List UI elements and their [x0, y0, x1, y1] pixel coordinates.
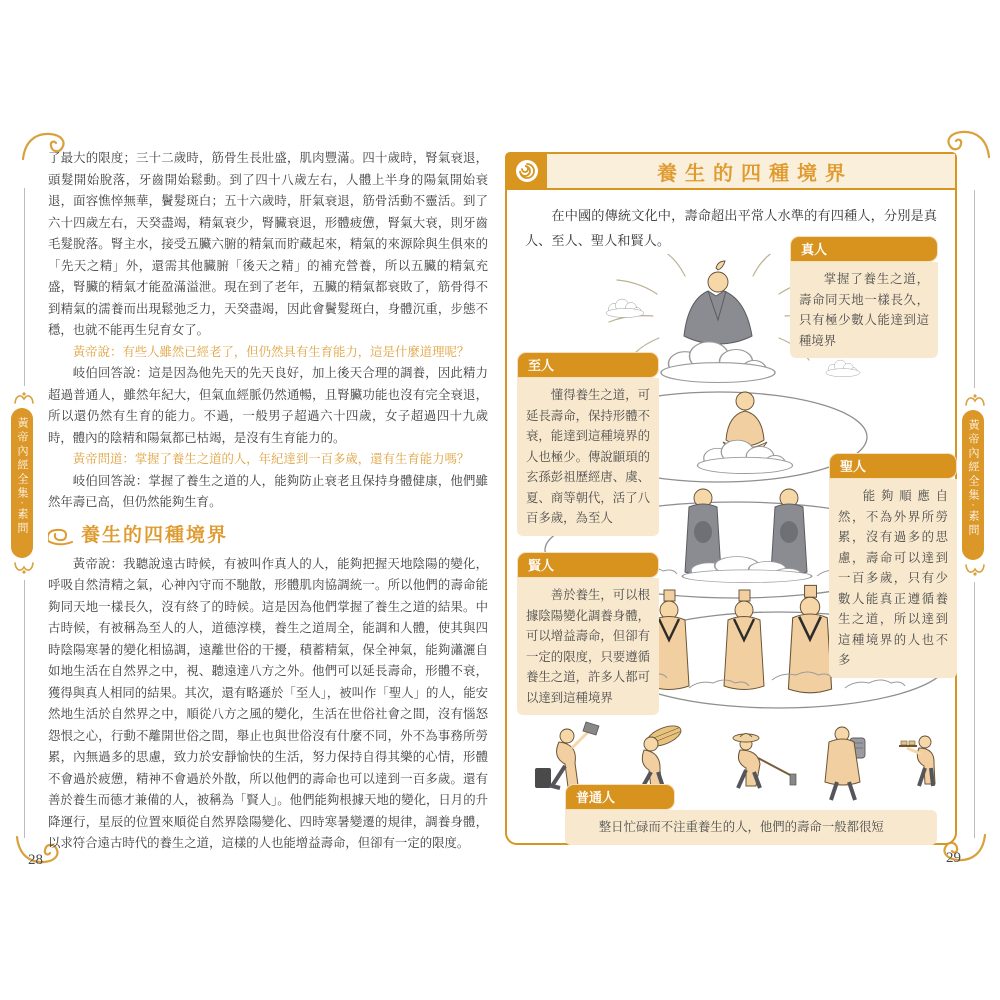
realm-box-perfect-man [517, 352, 659, 536]
right-side-tab-label: 黃帝內經全集·素問 [967, 419, 979, 538]
tab-ornament-icon [12, 390, 36, 406]
qibo-answer: 岐伯回答說：這是因為他先天的先天良好，加上後天合理的調養，因此精力超過普通人，雖然年紀大，但氣血經脈仍然通暢，且腎臟功能也沒有完全衰退，所以還仍然有生育的能力。不過，一般男子超過六十四歲，女子超過四十九歲時，體內的陰精和陽氣都已枯竭，是沒有生育能力的。 [48, 366, 488, 445]
commoner-firewood-carrier [641, 722, 684, 790]
section-heading-text: 養生的四種境界 [81, 524, 229, 546]
dragon-emblem-block [507, 154, 547, 188]
realm-box-true-man [790, 236, 938, 358]
realm-box-worthy-man [517, 552, 659, 715]
dragon-roundel-icon [514, 158, 540, 184]
left-margin-rule-top [24, 188, 25, 386]
realm-box-sage [829, 453, 957, 678]
realm-label: 真人 [790, 236, 938, 262]
page-number-right: 29 [946, 850, 961, 866]
tab-ornament-icon [963, 562, 987, 578]
realm-label: 至人 [517, 352, 659, 378]
realm-description: 能夠順應自然，不為外界所勞累，沒有過多的思慮，壽命可以達到一百多歲，只有少數人能真正遵循養生之道，所以達到這種境界的人也不多 [829, 479, 957, 678]
realm-label: 賢人 [517, 552, 659, 578]
realm-label: 普通人 [565, 784, 675, 810]
commoner-farmer-hoe [733, 734, 796, 789]
diagram-intro: 在中國的傳統文化中，壽命超出平常人水準的有四種人，分別是真人、至人、聖人和賢人。 [525, 208, 937, 248]
right-margin-rule-bottom [974, 582, 975, 838]
realm-description: 掌握了養生之道，壽命同天地一樣長久，只有極少數人能達到這種境界 [790, 262, 938, 358]
realm-label: 聖人 [829, 453, 957, 479]
paragraph: 了最大的限度；三十二歲時，筋骨生長壯盛，肌肉豐滿。四十歲時，腎氣衰退，頭髮開始脫落，牙齒開始鬆動。到了四十八歲左右，人體上半身的陽氣開始衰退，面容憔悴無華，鬢髮斑白；五十六歲時，肝氣衰退，筋骨活動不靈活。到了六十四歲左右，天癸盡竭，精氣衰少，腎臟衰退，形體疲憊，腎氣大衰，則牙齒毛髮脫落。腎主水，接受五臟六腑的精氣而貯藏起來，精氣的來源除與生俱來的「先天之精」外，還需其他臟腑「後天之精」的補充營養，所以五臟的精氣充盛，腎臟的精氣才能盈滿溢泄。現在到了老年，五臟的精氣都衰敗了，筋骨得不到精氣的濡養而出現鬆弛乏力，天癸盡竭，因此會鬢髮斑白，身體沉重，步態不穩，也就不能再生兒育女了。 [48, 151, 488, 337]
huangdi-question: 黃帝問道：掌握了養生之道的人，年紀達到一百多歲，還有生育能力嗎？ [72, 452, 470, 466]
scroll-flourish-icon [48, 526, 74, 546]
huangdi-question: 黃帝說：有些人雖然已經老了，但仍然具有生育能力，這是什麼道理呢？ [72, 344, 470, 359]
commoner-tray-bearer [899, 736, 935, 786]
left-page-text-column [48, 148, 488, 860]
diagram-title-bar [507, 154, 955, 190]
commoner-woodchopper [535, 722, 599, 788]
tab-ornament-icon [12, 560, 36, 576]
page-number-left: 28 [28, 852, 43, 868]
realm-description: 懂得養生之道，可延長壽命，保持形體不衰，能達到這種境界的人也極少。傳說顓頊的玄孫彭祖歷經唐、虞、夏、商等朝代，活了八百多歲，為至人 [517, 378, 659, 536]
right-side-tab [962, 410, 984, 560]
true-man-figure [684, 261, 752, 344]
tab-ornament-icon [963, 392, 987, 408]
left-side-tab [11, 408, 33, 558]
right-margin-rule-top [974, 190, 975, 388]
qibo-answer: 岐伯回答說：掌握了養生之道的人，能夠防止衰老且保持身體健康，他們雖然年壽已高，但仍然能夠生育。 [48, 473, 488, 509]
realm-description: 善於養生，可以根據陰陽變化調養身體，可以增益壽命，但卻有一定的限度，只要遵循養生之道，許多人都可以達到這種境界 [517, 578, 659, 715]
realm-description: 整日忙碌而不注重養生的人，他們的壽命一般都很短 [565, 810, 937, 845]
left-side-tab-label: 黃帝內經全集·素問 [16, 417, 28, 536]
section-heading [48, 523, 488, 549]
diagram-title: 養生的四種境界 [547, 154, 955, 188]
four-realms-diagram [507, 242, 959, 846]
right-page-frame [505, 152, 957, 845]
left-margin-rule-bottom [24, 580, 25, 838]
realm-box-common-man [565, 784, 937, 845]
section-body: 黃帝說：我聽說遠古時候，有被叫作真人的人，能夠把握天地陰陽的變化，呼吸自然清精之氣，心神內守而不馳散，形體肌肉協調統一。所以他們的壽命能夠同天地一樣長久，沒有終了的時候。這是因為他們掌握了養生之道的結果。中古時候，有被稱為至人的人，道德淳樸，養生之道周全，能調和人體，使其與四時陰陽寒暑的變化相協調，遠離世俗的干擾，積蓄精氣，保全神氣，能夠瀟灑自如地生活在自然界之中，視、聽遠達八方之外。他們可以延長壽命，形體不衰，獲得與真人相同的結果。其次，還有略遜於「至人」，被叫作「聖人」的人，能安然地生活於自然界之中，順從八方之風的變化，生活在世俗社會之間，沒有惱怒怨恨之心，行動不離開世俗之間，舉止也與世俗沒有什麼不同，外不為事務所勞累，內無過多的思慮，致力於安靜愉快的生活，努力保持自得其樂的心情，形體不會過於疲憊，精神不會過於外散，所以他們的壽命也可以達到一百多歲。還有善於養生而德才兼備的人，被稱為「賢人」。他們能夠根據天地的變化，日月的升降運行，星辰的位置來順從自然界陰陽變化、四時寒暑變遷的規律，調養身體，以求符合遠古時代的養生之道，這樣的人也能增益壽命，但卻有一定的限度。 [48, 556, 488, 850]
